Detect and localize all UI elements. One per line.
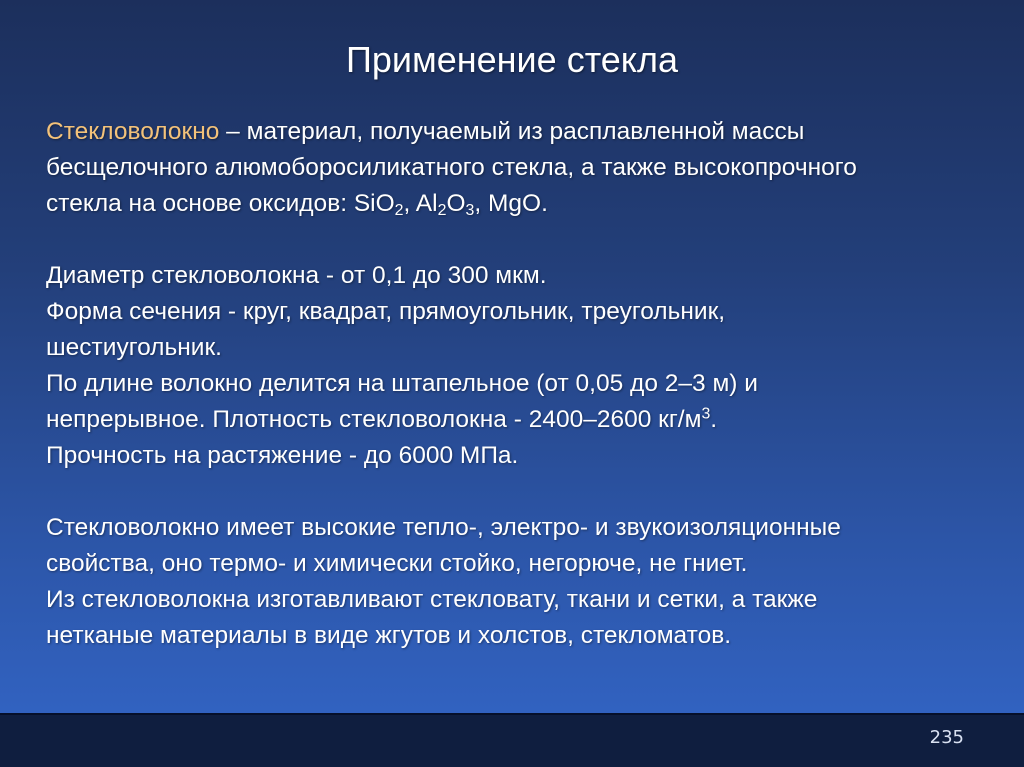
- definition-text-1: – материал, получаемый из расплавленной массы: [219, 118, 805, 145]
- length-line: По длине волокно делится на штапельное (от 0,05 до 2–3 м) и: [46, 370, 758, 397]
- section-shape-line: Форма сечения - круг, квадрат, прямоугольник, треугольник,: [46, 298, 726, 325]
- paragraph-spacer: [46, 474, 996, 510]
- density-period: .: [710, 406, 718, 433]
- page-number: 235: [929, 727, 964, 748]
- properties-paragraph: [46, 258, 996, 474]
- cubic-superscript: 3: [701, 405, 711, 423]
- paragraph-spacer: [46, 222, 996, 258]
- definition-line-2: бесщелочного алюмоборосиликатного стекла, а также высокопрочного: [46, 154, 857, 181]
- definition-line-1: [46, 114, 996, 150]
- sio2-subscript: 2: [394, 201, 404, 219]
- o3-subscript: 3: [465, 201, 475, 219]
- diameter-line: Диаметр стекловолокна - от 0,1 до 300 мкм.: [46, 262, 547, 289]
- footer-band: [0, 713, 1024, 767]
- usage-paragraph: [46, 510, 996, 654]
- definition-paragraph: [46, 114, 996, 222]
- definition-text-5: O: [446, 190, 466, 217]
- definition-line-3: [46, 186, 996, 222]
- usage-line-3: Из стекловолокна изготавливают стекловату, ткани и сетки, а также: [46, 586, 818, 613]
- definition-text-4: , Al: [403, 190, 438, 217]
- density-line: [46, 402, 996, 438]
- al2-subscript: 2: [437, 201, 447, 219]
- section-shape-line-cont: шестиугольник.: [46, 334, 222, 361]
- usage-line-2: свойства, оно термо- и химически стойко, негорюче, не гниет.: [46, 550, 748, 577]
- usage-line-1: Стекловолокно имеет высокие тепло-, электро- и звукоизоляционные: [46, 514, 841, 541]
- footer-divider: [0, 713, 1024, 715]
- slide-body: [46, 114, 996, 654]
- usage-line-4: нетканые материалы в виде жгутов и холстов, стекломатов.: [46, 622, 732, 649]
- definition-text-3: стекла на основе оксидов: SiO: [46, 190, 395, 217]
- strength-line: Прочность на растяжение - до 6000 МПа.: [46, 442, 519, 469]
- definition-text-6: , MgO.: [474, 190, 548, 217]
- density-text: непрерывное. Плотность стекловолокна - 2400–2600 кг/м: [46, 406, 702, 433]
- term-highlight: Стекловолокно: [46, 118, 220, 145]
- slide-title: Применение стекла: [346, 39, 678, 80]
